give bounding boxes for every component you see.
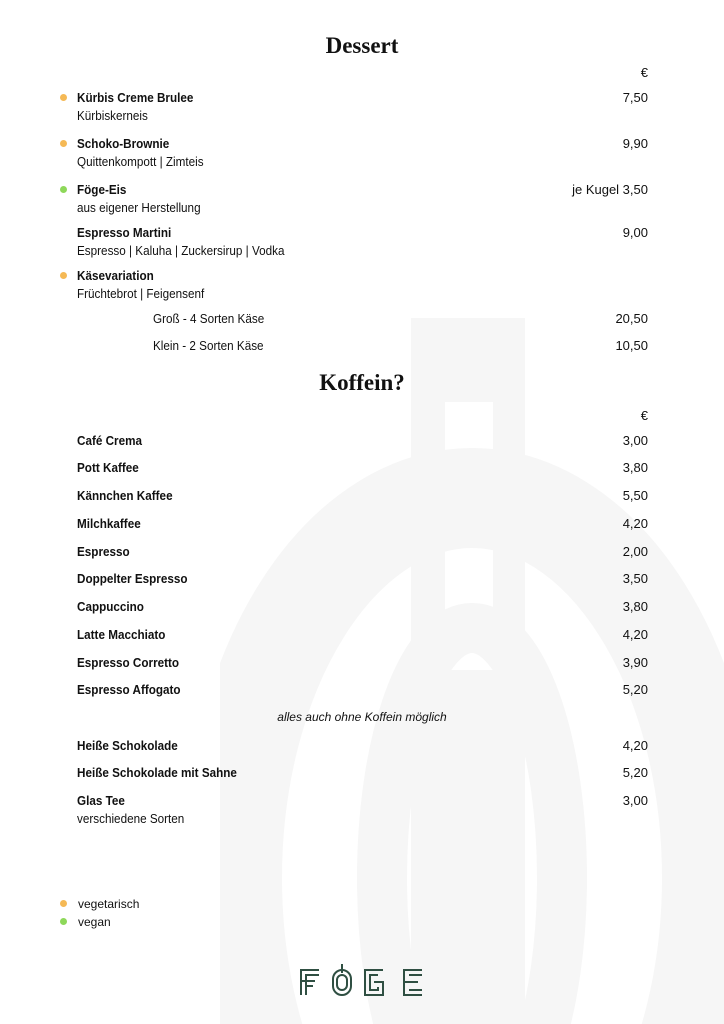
coffee-item-price: 3,80 <box>622 460 648 475</box>
coffee-item-price: 3,00 <box>622 433 648 448</box>
coffee-item-price: 3,00 <box>622 793 648 808</box>
dessert-item-name: Espresso Martini <box>77 225 172 240</box>
coffee-item-price: 4,20 <box>622 738 648 753</box>
vegetarian-marker <box>60 94 67 101</box>
foege-logo <box>298 964 426 998</box>
dessert-item-name: Käsevariation <box>77 268 154 283</box>
coffee-item-name: Espresso Corretto <box>77 655 180 670</box>
dessert-item-desc: Quittenkompott | Zimteis <box>77 154 204 169</box>
coffee-item-name: Cappuccino <box>77 599 144 614</box>
coffee-item-price: 5,50 <box>622 488 648 503</box>
coffee-item-name: Glas Tee <box>77 793 125 808</box>
coffee-item-price: 4,20 <box>622 516 648 531</box>
coffee-item-price: 3,80 <box>622 599 648 614</box>
dessert-heading: Dessert <box>325 33 399 58</box>
dessert-item-price: je Kugel 3,50 <box>572 182 648 197</box>
coffee-currency-label: € <box>640 408 648 423</box>
dessert-item-name: Kürbis Creme Brulee <box>77 90 194 105</box>
legend-vegan-label: vegan <box>78 915 111 929</box>
coffee-item-price: 2,00 <box>622 544 648 559</box>
cheese-option-label: Groß - 4 Sorten Käse <box>153 311 265 326</box>
coffee-item-price: 4,20 <box>622 627 648 642</box>
coffee-item-desc: verschiedene Sorten <box>77 811 185 826</box>
coffee-item-price: 3,90 <box>622 655 648 670</box>
vegetarian-marker <box>60 900 67 907</box>
decaf-note: alles auch ohne Koffein möglich <box>277 710 447 724</box>
dessert-item-price: 9,90 <box>622 136 648 151</box>
cheese-option-price: 10,50 <box>615 338 648 353</box>
dessert-item-price: 9,00 <box>622 225 648 240</box>
dessert-currency-label: € <box>640 65 648 80</box>
coffee-item-price: 3,50 <box>622 571 648 586</box>
dessert-item-name: Schoko-Brownie <box>77 136 170 151</box>
coffee-item-price: 5,20 <box>622 765 648 780</box>
legend-vegetarian-label: vegetarisch <box>78 897 140 911</box>
vegan-marker <box>60 186 67 193</box>
coffee-item-price: 5,20 <box>622 682 648 697</box>
cheese-option-price: 20,50 <box>615 311 648 326</box>
coffee-item-name: Café Crema <box>77 433 143 448</box>
cheese-option-label: Klein - 2 Sorten Käse <box>153 338 264 353</box>
vegetarian-marker <box>60 272 67 279</box>
coffee-item-name: Latte Macchiato <box>77 627 166 642</box>
coffee-item-name: Heiße Schokolade mit Sahne <box>77 765 237 780</box>
dessert-item-desc: Kürbiskerneis <box>77 108 148 123</box>
coffee-item-name: Pott Kaffee <box>77 460 139 475</box>
coffee-heading: Koffein? <box>319 370 405 395</box>
dessert-item-desc: Espresso | Kaluha | Zuckersirup | Vodka <box>77 243 285 258</box>
coffee-item-name: Doppelter Espresso <box>77 571 188 586</box>
vegan-marker <box>60 918 67 925</box>
dessert-item-desc: Früchtebrot | Feigensenf <box>77 286 205 301</box>
coffee-item-name: Heiße Schokolade <box>77 738 178 753</box>
watermark-logo-shape <box>220 318 724 1024</box>
dessert-item-name: Föge-Eis <box>77 182 127 197</box>
coffee-item-name: Milchkaffee <box>77 516 141 531</box>
coffee-item-name: Espresso <box>77 544 130 559</box>
vegetarian-marker <box>60 140 67 147</box>
coffee-item-name: Espresso Affogato <box>77 682 181 697</box>
dessert-item-desc: aus eigener Herstellung <box>77 200 201 215</box>
dessert-item-price: 7,50 <box>622 90 648 105</box>
coffee-item-name: Kännchen Kaffee <box>77 488 173 503</box>
